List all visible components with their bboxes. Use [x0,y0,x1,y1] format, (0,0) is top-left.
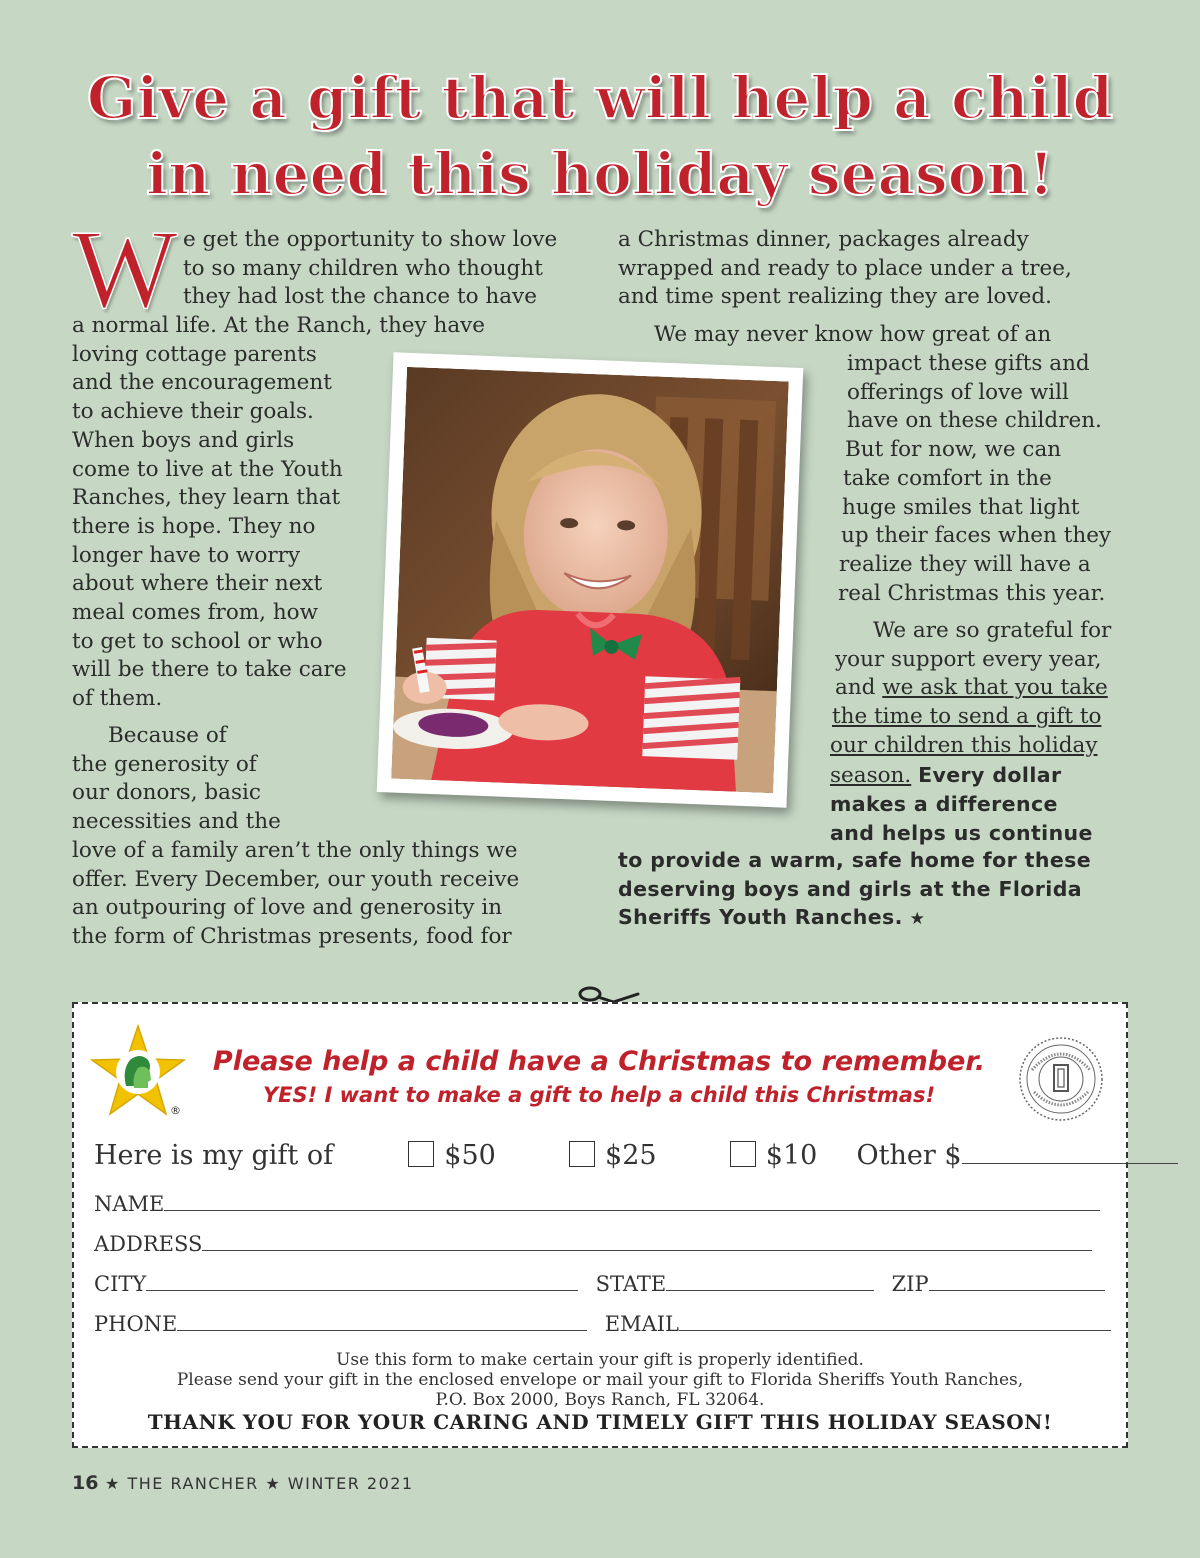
article-line: of them. [72,686,163,712]
email-field[interactable] [679,1308,1111,1331]
other-amount-field[interactable] [962,1141,1178,1164]
article-line: But for now, we can [845,437,1062,463]
article-line: have on these children. [847,408,1102,434]
article-line: come to live at the Youth [72,456,343,482]
article-line: e get the opportunity to show love [183,227,558,252]
article-col1-top [183,226,557,312]
city-field[interactable] [146,1268,578,1291]
article-line: will be there to take care [72,657,347,683]
article-line: the form of Christmas presents, food for [72,923,512,949]
article-line: necessities and the [72,809,281,835]
registered-mark: ® [170,1104,181,1117]
coupon-subtitle: YES! I want to make a gift to help a child this Christmas! [262,1083,936,1107]
city-state-zip-row [94,1268,1105,1296]
address-label: ADDRESS [94,1232,203,1256]
article-line: offer. Every December, our youth receive [72,866,520,892]
article-line-and [835,674,1111,703]
article-line: about where their next [72,571,323,597]
phone-field[interactable] [177,1308,587,1331]
article-line: our donors, basic [72,780,261,806]
article-line: real Christmas this year. [838,580,1106,606]
bold-text: Sheriffs Youth Ranches. [618,905,903,930]
article-line: love of a family aren’t the only things we [72,837,518,863]
phone-email-row [94,1308,1111,1336]
gift-25-checkbox[interactable] [569,1141,595,1167]
gift-10-checkbox[interactable] [730,1141,756,1167]
address-row [94,1228,1092,1256]
bold-text: makes a difference [830,792,1058,817]
article-line: to get to school or who [72,628,323,654]
article-line: offerings of love will [847,379,1069,405]
article-col2-para3 [830,617,1111,848]
coa-accreditation-seal-icon [1018,1036,1104,1122]
gift-label: Here is my gift of [94,1140,334,1171]
zip-field[interactable] [929,1268,1105,1291]
article-line: to achieve their goals. [72,399,314,425]
gift-amount-row [94,1140,1178,1171]
end-star-icon: ★ [909,909,925,930]
article-line: huge smiles that light [842,494,1080,520]
phone-label: PHONE [94,1312,178,1336]
article-line: to so many children who thought [183,255,543,281]
page-footer [72,1472,414,1494]
article-line: take comfort in the [843,465,1052,491]
article-line: longer have to worry [72,542,301,568]
article-line: there is hope. They no [72,513,316,539]
bold-text: and helps us continue [830,820,1093,845]
footer-text: ★ THE RANCHER ★ WINTER 2021 [98,1474,414,1493]
article-line: We may never know how great of an [654,322,1052,347]
article-line: the generosity of [72,751,257,777]
coupon-note-3: P.O. Box 2000, Boys Ranch, FL 32064. [435,1390,765,1410]
address-field[interactable] [202,1228,1092,1251]
coupon-note-2: Please send your gift in the enclosed envelope or mail your gift to Florida Sheriffs Youth Ranches, [176,1370,1024,1390]
headline [0,60,1200,212]
bold-text: to provide a warm, safe home for these [618,848,1092,872]
bold-text: Every dollar [918,762,1062,787]
article-col2-top [618,226,1072,312]
article-line-season [830,761,1111,791]
article-line: impact these gifts and [847,351,1090,376]
donation-coupon [72,1002,1128,1448]
article-line: a normal life. At the Ranch, they have [72,313,486,338]
name-row [94,1188,1100,1216]
underlined-text: season. [830,762,912,788]
article-line: up their faces when they [841,523,1112,549]
underlined-text: we ask that you take [882,675,1108,701]
coupon-note-1: Use this form to make certain your gift is properly identified. [336,1350,864,1370]
coupon-heading [199,1044,999,1110]
article-line: When boys and girls [72,427,295,453]
zip-label: ZIP [891,1272,929,1296]
article-line: Ranches, they learn that [72,485,341,511]
article-line: they had lost the chance to have [183,284,537,310]
photo-illustration [391,367,789,793]
article-line: wrapped and ready to place under a tree, [618,255,1072,281]
state-label: STATE [595,1272,667,1296]
other-amount-label: Other $ [856,1140,962,1171]
article-line: We are so grateful for [873,618,1112,643]
photo-girl-decorating [391,367,789,793]
coupon-thanks: THANK YOU FOR YOUR CARING AND TIMELY GIFT THIS HOLIDAY SEASON! [147,1410,1053,1434]
article-line: your support every year, [835,646,1102,672]
gift-25-label: $25 [605,1140,657,1171]
article-line: a Christmas dinner, packages already [618,227,1029,252]
and-text: and [835,675,883,701]
coupon-title: Please help a child have a Christmas to remember. [212,1046,986,1077]
article-col2-para2-start [654,321,1051,350]
gift-50-label: $50 [444,1140,496,1171]
headline-line-1: Give a gift that will help a child [86,64,1114,132]
page-number: 16 [72,1472,99,1494]
article-line: Because of [108,723,227,748]
article-last-line [618,903,1091,934]
article-line: realize they will have a [839,551,1091,577]
article-line: meal comes from, how [72,600,319,626]
article-line: and time spent realizing they are loved. [618,284,1052,310]
city-label: CITY [94,1272,147,1296]
striped-sleeve [642,676,740,760]
underlined-text: our children this holiday [830,732,1098,758]
underlined-text: the time to send a gift to [832,704,1102,730]
headline-line-2: in need this holiday season! [145,140,1054,208]
article-line: loving cottage parents [72,341,317,367]
bold-text: deserving boys and girls at the Florida [618,876,1083,901]
article-line: an outpouring of love and generosity in [72,895,503,921]
article-col2-para2 [838,350,1112,608]
name-field[interactable] [164,1188,1100,1211]
gift-50-checkbox[interactable] [408,1141,434,1167]
state-field[interactable] [666,1268,874,1291]
article-col2-end [618,846,1091,934]
gift-10-label: $10 [765,1140,818,1171]
drop-cap: W [72,208,178,332]
photo-frame [377,352,804,807]
name-label: NAME [94,1192,165,1216]
email-label: EMAIL [604,1312,679,1336]
article-line: and the encouragement [72,370,332,396]
